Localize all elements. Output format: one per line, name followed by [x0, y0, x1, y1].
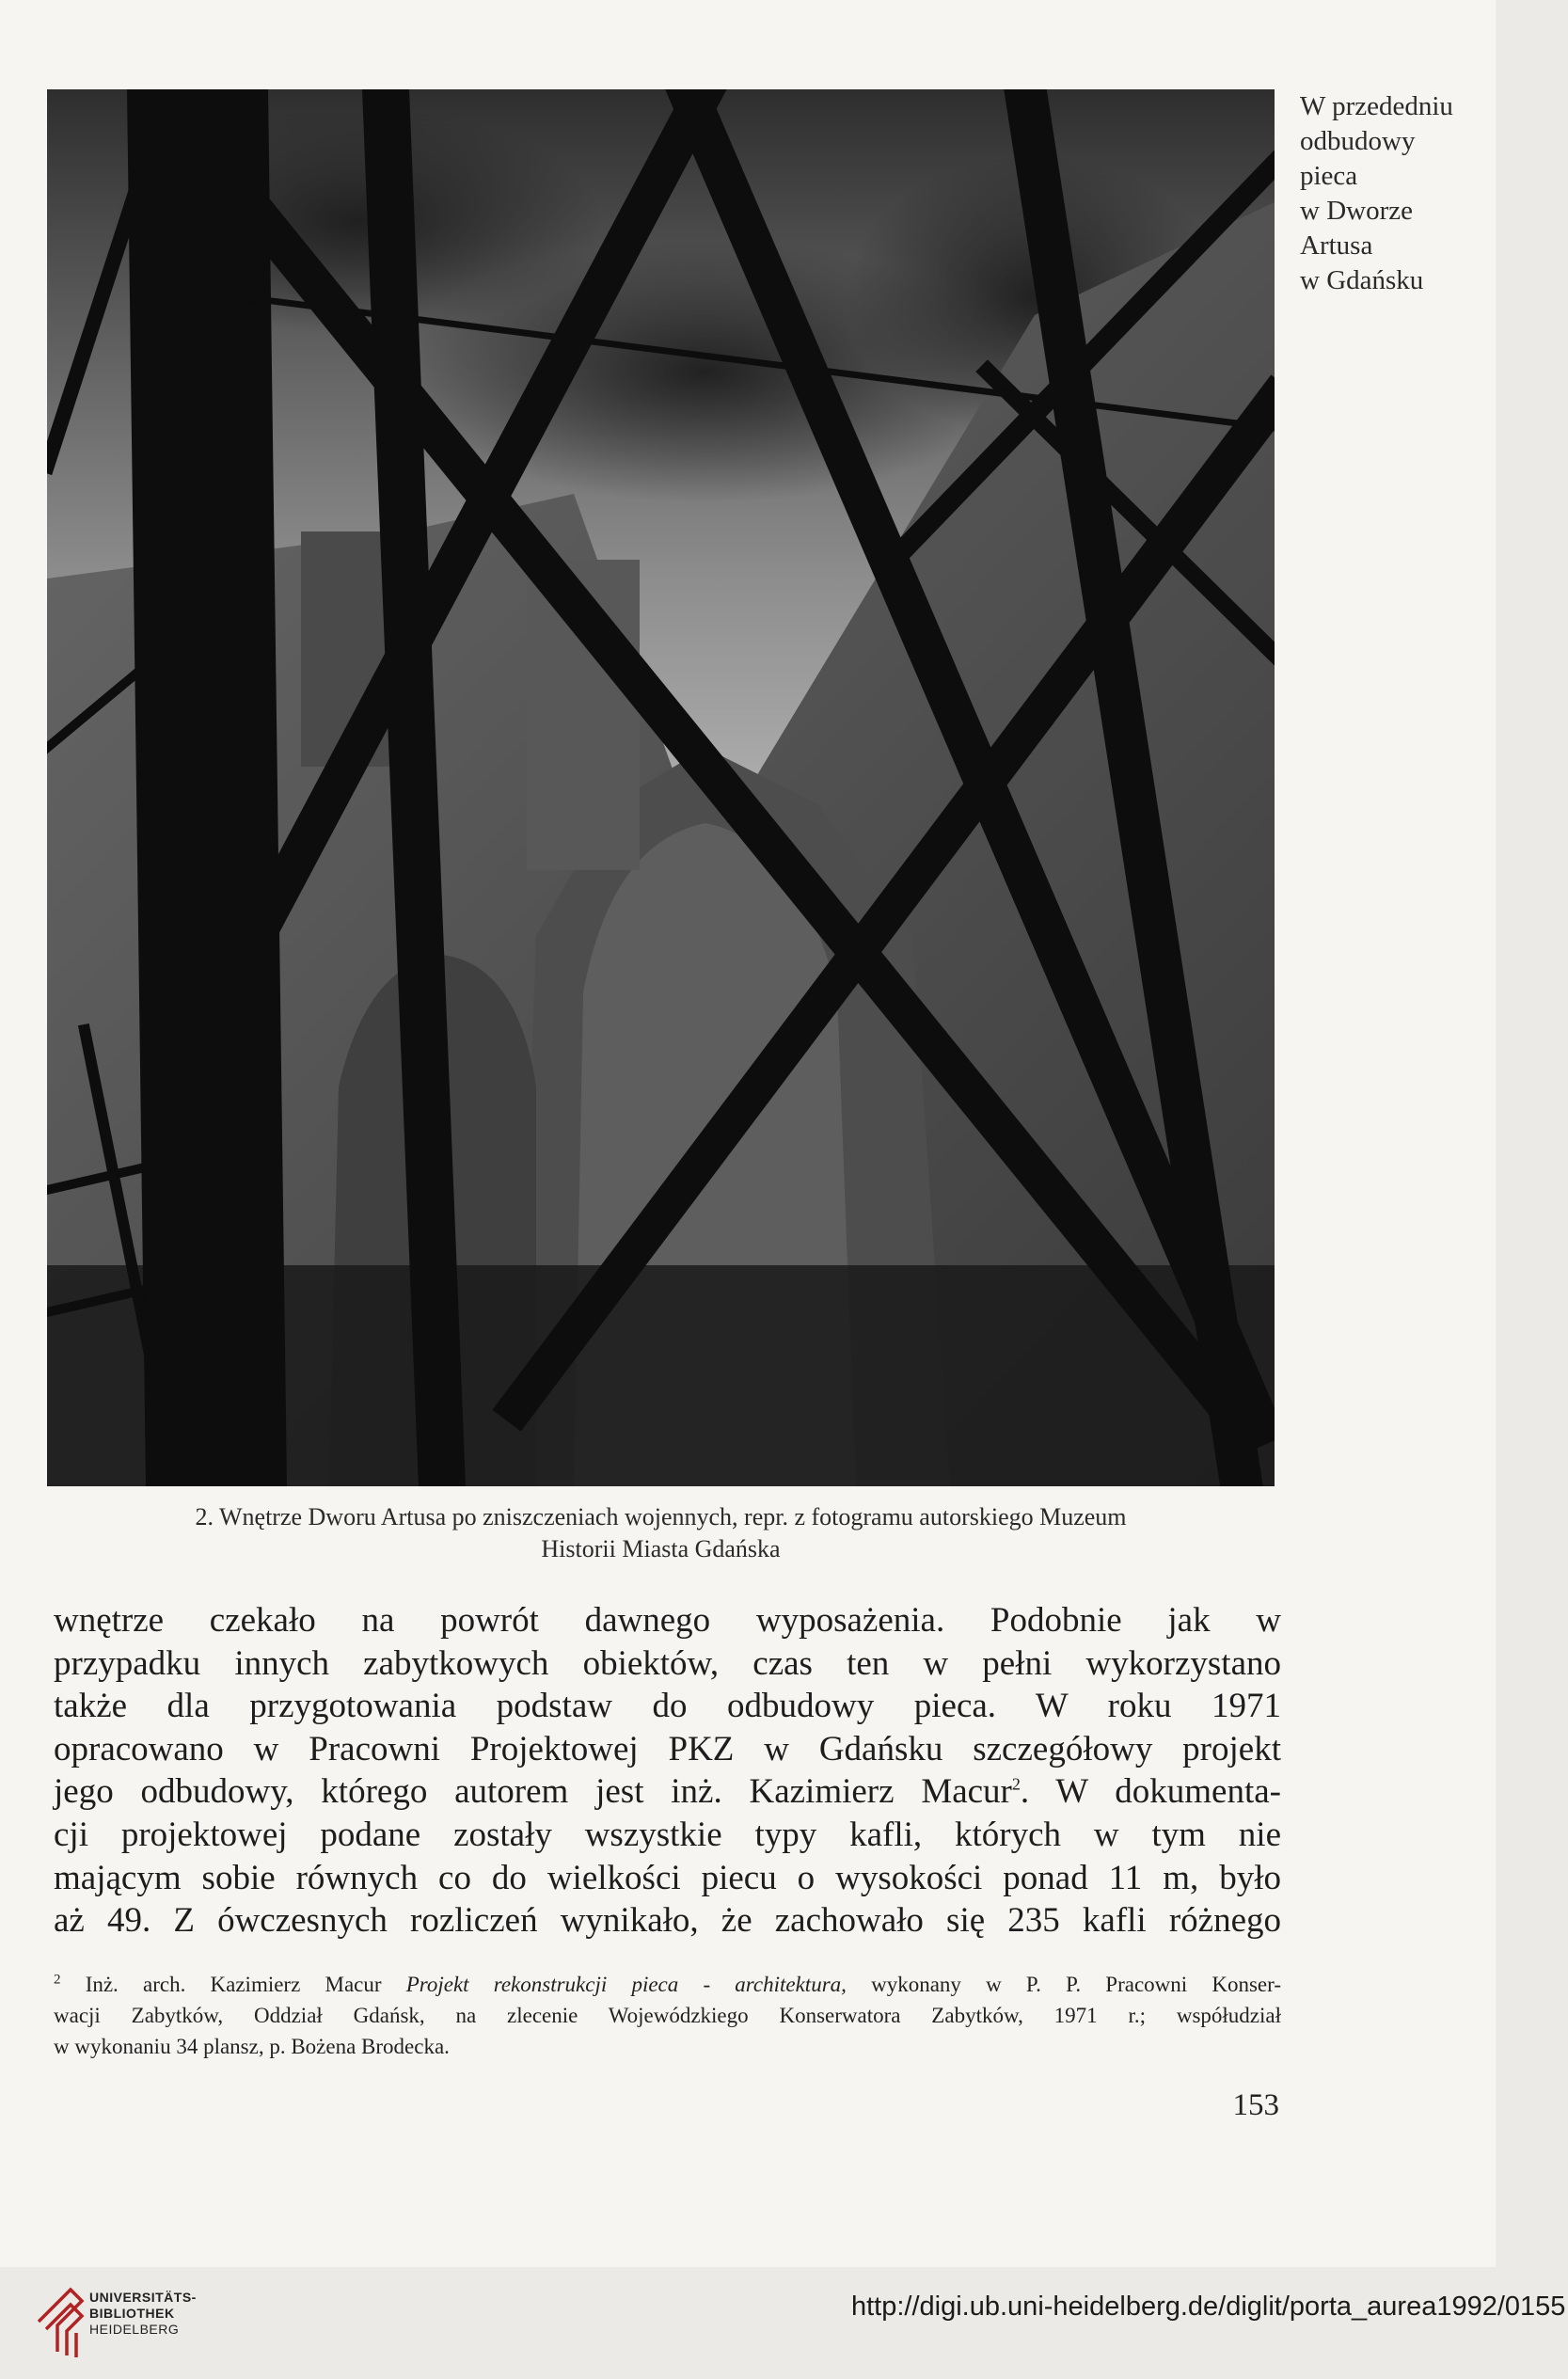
body-line: opracowano w Pracowni Projektowej PKZ w Gdańsku szczegółowy projekt — [54, 1729, 1281, 1768]
library-name-line: BIBLIOTHEK — [89, 2306, 175, 2321]
figure-caption — [47, 1501, 1275, 1565]
side-caption-line: odbudowy — [1300, 126, 1416, 156]
body-line: aż 49. Z ówczesnych rozliczeń wynikało, że zachowało się 235 kafli różnego — [54, 1901, 1281, 1941]
side-caption-line: pieca — [1300, 161, 1358, 191]
body-line: mającym sobie równych co do wielkości piecu o wysokości ponad 11 m, było — [54, 1858, 1281, 1897]
source-url[interactable]: http://digi.ub.uni-heidelberg.de/diglit/porta_aurea1992/0155 — [851, 2292, 1566, 2322]
body-line: także dla przygotowania podstaw do odbudowy pieca. W roku 1971 — [54, 1687, 1281, 1726]
footnote-reference[interactable]: 2 — [1011, 1775, 1021, 1795]
footnote-text: Inż. arch. Kazimierz Macur — [60, 1973, 406, 1996]
page-number: 153 — [1232, 2088, 1279, 2122]
body-line — [54, 1770, 1281, 1814]
body-paragraph — [54, 1599, 1281, 1943]
body-line: cji projektowej podane zostały wszystkie typy kafli, których w tym nie — [54, 1815, 1281, 1854]
footnote — [54, 1969, 1281, 2062]
footnote-line: wacji Zabytków, Oddział Gdańsk, na zlecenie Wojewódzkiego Konserwatora Zabytków, 1971 r.; współudział — [54, 2004, 1281, 2027]
side-caption-line: w Dworze — [1300, 196, 1413, 226]
side-caption-line: W przededniu — [1300, 91, 1453, 121]
body-line: przypadku innych zabytkowych obiektów, czas ten w pełni wykorzystano — [54, 1643, 1281, 1683]
figure-caption-line-2: Historii Miasta Gdańska — [541, 1535, 781, 1562]
library-name — [89, 2290, 197, 2338]
figure-caption-line-1: 2. Wnętrze Dworu Artusa po zniszczeniach wojennych, repr. z fotogramu autorskiego Muzeum — [195, 1503, 1127, 1530]
side-caption-line: Artusa — [1300, 230, 1373, 261]
library-name-line: UNIVERSITÄTS- — [89, 2290, 197, 2305]
library-name-line: HEIDELBERG — [89, 2322, 180, 2337]
side-caption — [1300, 89, 1488, 298]
footnote-text: wykonany w P. P. Pracowni Konser- — [846, 1973, 1281, 1996]
body-line: wnętrze czekało na powrót dawnego wyposażenia. Podobnie jak w — [54, 1601, 1281, 1640]
footnote-line — [54, 1969, 1281, 2000]
footnote-title: Projekt rekonstrukcji pieca - architektura, — [405, 1973, 847, 1996]
body-line-text: . W dokumenta- — [1020, 1772, 1281, 1812]
photo-graphic — [47, 89, 1275, 1486]
body-line-text: jego odbudowy, którego autorem jest inż. Kazimierz Macur — [54, 1772, 1012, 1812]
footnote-line: w wykonaniu 34 plansz, p. Bożena Brodecka. — [54, 2035, 450, 2058]
figure-photo-ruined-interior — [47, 89, 1275, 1486]
footnote-number: 2 — [54, 1972, 61, 1988]
side-caption-line: w Gdańsku — [1300, 265, 1424, 295]
